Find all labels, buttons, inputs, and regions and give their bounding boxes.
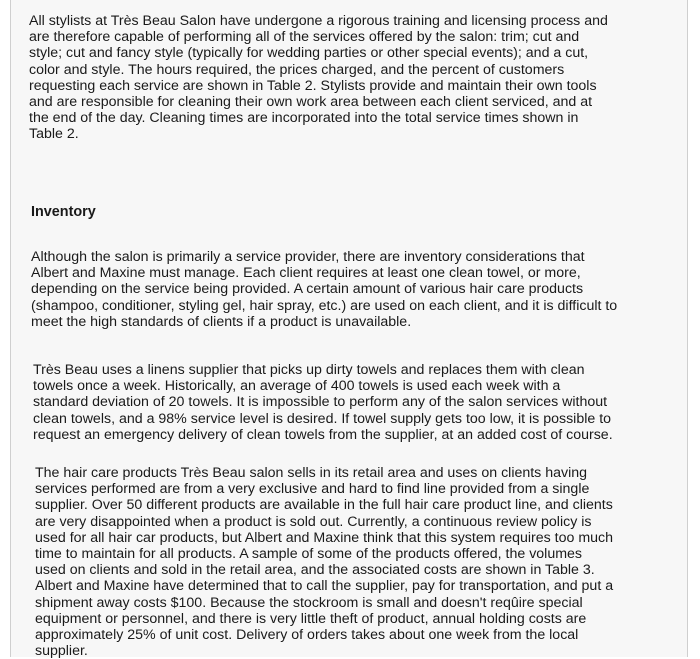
towels-paragraph: Très Beau uses a linens supplier that picks up dirty towels and replaces them with clean towels once a week. Historically, an average of 400 towels is used each week with a standard deviation of 20 towels. It is impossible to perform any of the salon services without clean towels, and a 98% service level is desired. If towel supply gets too low, it is possible to request an emergency delivery of clean towels from the supplier, at an added cost of course.: [33, 362, 613, 443]
inventory-heading: Inventory: [31, 204, 96, 220]
document-page: [10, 0, 688, 657]
inventory-paragraph: Although the salon is primarily a service provider, there are inventory considerations that Albert and Maxine must manage. Each client requires at least one clean towel, or more, depending on the service being provided. A certain amount of various hair care products (shampoo, conditioner, styling gel, hair spray, etc.) are used on each client, and it is difficult to meet the high standards of clients if a product is unavailable.: [31, 249, 618, 330]
intro-paragraph: All stylists at Très Beau Salon have undergone a rigorous training and licensing process and are therefore capable of performing all of the services offered by the salon: trim; cut and style; cut and fancy style (typically for wedding parties or other special events); and a cut, color and style. The hours required, the prices charged, and the percent of customers requesting each service are shown in Table 2. Stylists provide and maintain their own tools and are responsible for cleaning their own work area between each client serviced, and at the end of the day. Cleaning times are incorporated into the total service times shown in Table 2.: [29, 13, 608, 143]
products-paragraph: The hair care products Très Beau salon sells in its retail area and uses on clients having services performed are from a very exclusive and hard to find line provided from a single supplier. Over 50 different products are available in the full hair care product line, and clients are very disappointed when a product is sold out. Currently, a continuous review policy is used for all hair car products, but Albert and Maxine think that this system requires too much time to maintain for all products. A sample of some of the products offered, the volumes used on clients and sold in the retail area, and the associated costs are shown in Table 3. Albert and Maxine have determined that to call the supplier, pay for transportation, and put a shipment away costs $100. Because the stockroom is small and doesn't reqûire special equipment or personnel, and there is very little theft of product, annual holding costs are approximately 25% of unit cost. Delivery of orders takes about one week from the local supplier.: [35, 465, 614, 659]
